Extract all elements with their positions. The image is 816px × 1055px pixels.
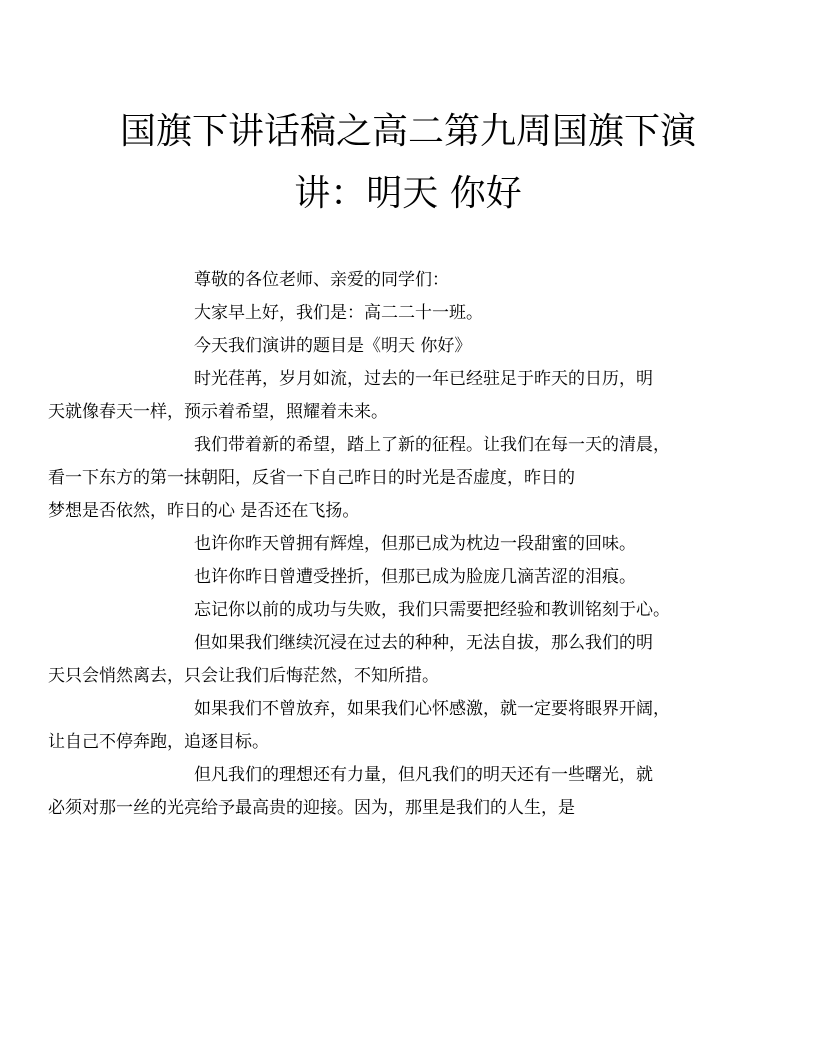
paragraph-topic [121,330,695,363]
paragraph-line: 梦想是否依然，昨日的心 是否还在飞扬。 [48,501,360,521]
paragraph-never-give-up [48,693,695,759]
paragraph-setback [121,561,695,594]
paragraph-line: 时光荏苒，岁月如流，过去的一年已经驻足于昨天的日历，明 [194,369,653,389]
paragraph-line: 必须对那一丝的光亮给予最高贵的迎接。因为，那里是我们的人生，是 [48,798,575,818]
paragraph-time [48,363,695,429]
paragraph-line: 看一下东方的第一抹朝阳，反省一下自己昨日的时光是否虚度，昨日的 [48,468,575,488]
paragraph-line: 忘记你以前的成功与失败，我们只需要把经验和教训铭刻于心。 [194,600,670,620]
paragraph-line: 但凡我们的理想还有力量，但凡我们的明天还有一些曙光，就 [194,765,653,785]
paragraph-line: 如果我们不曾放弃，如果我们心怀感激，就一定要将眼界开阔， [194,699,670,719]
paragraph-intro [121,297,695,330]
paragraph-line: 天就像春天一样，预示着希望，照耀着未来。 [48,402,388,422]
paragraph-line: 今天我们演讲的题目是《明天 你好》 [194,336,472,356]
paragraph-line: 也许你昨天曾拥有辉煌，但那已成为枕边一段甜蜜的回味。 [194,534,636,554]
paragraph-line: 大家早上好，我们是：高二二十一班。 [194,303,483,323]
paragraph-glory [121,528,695,561]
paragraph-ideals [48,759,695,825]
document-title-line-2: 讲：明天 你好 [294,173,522,214]
document-body [48,264,695,825]
paragraph-past [48,627,695,693]
paragraph-line: 也许你昨日曾遭受挫折，但那已成为脸庞几滴苦涩的泪痕。 [194,567,636,587]
paragraph-line: 尊敬的各位老师、亲爱的同学们： [194,270,449,290]
paragraph-line: 让自己不停奔跑，追逐目标。 [48,732,269,752]
paragraph-line: 天只会悄然离去，只会让我们后悔茫然，不知所措。 [48,666,439,686]
paragraph-line: 但如果我们继续沉浸在过去的种种，无法自拔，那么我们的明 [194,633,653,653]
paragraph-greeting [121,264,695,297]
document-title-line-1: 国旗下讲话稿之高二第九周国旗下演 [119,111,696,152]
paragraph-new-hope [48,429,695,528]
paragraph-forget [121,594,695,627]
paragraph-line: 我们带着新的希望，踏上了新的征程。让我们在每一天的清晨， [194,435,670,455]
